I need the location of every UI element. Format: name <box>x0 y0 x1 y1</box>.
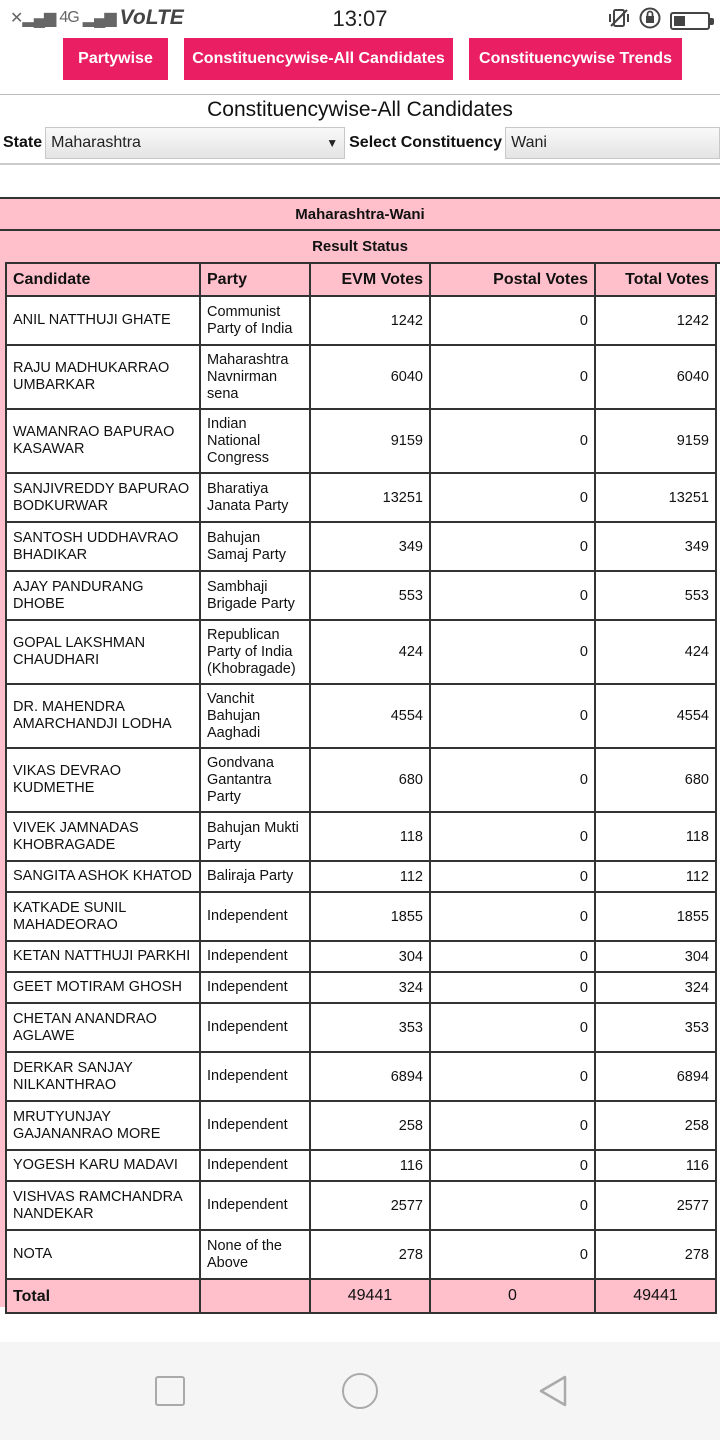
party-name: Bahujan Samaj Party <box>200 522 310 571</box>
column-header-total-votes: Total Votes <box>595 263 716 296</box>
party-name: Bahujan Mukti Party <box>200 812 310 861</box>
total-votes: 2577 <box>595 1181 716 1230</box>
partywise-button[interactable]: Partywise <box>63 38 168 80</box>
candidate-name: ANIL NATTHUJI GHATE <box>6 296 200 345</box>
evm-votes: 553 <box>310 571 430 620</box>
postal-votes: 0 <box>430 522 595 571</box>
evm-votes: 278 <box>310 1230 430 1279</box>
candidate-name: VIVEK JAMNADAS KHOBRAGADE <box>6 812 200 861</box>
total-votes: 9159 <box>595 409 716 473</box>
dropdown-arrow-icon: ▼ <box>326 136 339 150</box>
total-votes: 349 <box>595 522 716 571</box>
table-row <box>6 1003 716 1052</box>
postal-votes: 0 <box>430 748 595 812</box>
party-name: Maharashtra Navnirman sena <box>200 345 310 409</box>
table-row <box>6 1230 716 1279</box>
candidate-name: GOPAL LAKSHMAN CHAUDHARI <box>6 620 200 684</box>
party-name: Independent <box>200 1101 310 1150</box>
evm-votes: 353 <box>310 1003 430 1052</box>
total-votes: 304 <box>595 941 716 972</box>
table-row <box>6 620 716 684</box>
postal-votes: 0 <box>430 296 595 345</box>
party-name: Bharatiya Janata Party <box>200 473 310 522</box>
postal-votes: 0 <box>430 409 595 473</box>
candidate-name: SANGITA ASHOK KHATOD <box>6 861 200 892</box>
total-party-cell <box>200 1279 310 1313</box>
evm-votes: 304 <box>310 941 430 972</box>
total-votes: 424 <box>595 620 716 684</box>
candidate-name: KATKADE SUNIL MAHADEORAO <box>6 892 200 941</box>
candidate-name: RAJU MADHUKARRAO UMBARKAR <box>6 345 200 409</box>
candidate-name: MRUTYUNJAY GAJANANRAO MORE <box>6 1101 200 1150</box>
back-icon[interactable] <box>536 1374 570 1408</box>
party-name: Independent <box>200 1052 310 1101</box>
table-row <box>6 892 716 941</box>
battery-level <box>674 16 685 26</box>
table-row <box>6 972 716 1003</box>
evm-votes: 116 <box>310 1150 430 1181</box>
total-votes: 4554 <box>595 684 716 748</box>
total-votes: 258 <box>595 1101 716 1150</box>
state-select[interactable] <box>45 127 345 159</box>
postal-votes: 0 <box>430 684 595 748</box>
total-votes: 553 <box>595 571 716 620</box>
total-votes: 118 <box>595 812 716 861</box>
total-votes: 324 <box>595 972 716 1003</box>
party-name: Independent <box>200 1181 310 1230</box>
state-label: State <box>3 134 43 151</box>
candidate-name: CHETAN ANANDRAO AGLAWE <box>6 1003 200 1052</box>
candidate-name: YOGESH KARU MADAVI <box>6 1150 200 1181</box>
clock: 13:07 <box>332 6 388 31</box>
column-header-postal-votes: Postal Votes <box>430 263 595 296</box>
result-heading: Maharashtra-Wani <box>0 197 720 231</box>
party-name: Republican Party of India (Khobragade) <box>200 620 310 684</box>
postal-votes: 0 <box>430 345 595 409</box>
constituency-select[interactable] <box>505 127 720 159</box>
postal-votes: 0 <box>430 1181 595 1230</box>
table-row <box>6 812 716 861</box>
evm-votes: 258 <box>310 1101 430 1150</box>
candidate-name: AJAY PANDURANG DHOBE <box>6 571 200 620</box>
table-row <box>6 748 716 812</box>
table-row <box>6 571 716 620</box>
postal-votes: 0 <box>430 1150 595 1181</box>
total-row <box>6 1279 716 1313</box>
party-name: Communist Party of India <box>200 296 310 345</box>
total-votes: 49441 <box>595 1279 716 1313</box>
table-row <box>6 1150 716 1181</box>
party-name: Independent <box>200 941 310 972</box>
total-votes: 6040 <box>595 345 716 409</box>
filter-row <box>0 127 720 159</box>
postal-votes: 0 <box>430 620 595 684</box>
system-indicators <box>608 6 710 36</box>
column-header-candidate: Candidate <box>6 263 200 296</box>
candidate-name: WAMANRAO BAPURAO KASAWAR <box>6 409 200 473</box>
constituency-label: Select Constituency <box>349 134 503 151</box>
volte-indicator: VoLTE <box>119 6 184 29</box>
constituencywise-all-button[interactable]: Constituencywise-All Candidates <box>184 38 453 80</box>
table-row <box>6 1052 716 1101</box>
table-row <box>6 684 716 748</box>
party-name: Indian National Congress <box>200 409 310 473</box>
network-type: 4G <box>59 9 79 26</box>
total-votes: 680 <box>595 748 716 812</box>
column-header-party: Party <box>200 263 310 296</box>
postal-votes: 0 <box>430 892 595 941</box>
state-value: Maharashtra <box>51 134 141 151</box>
constituencywise-trends-button[interactable]: Constituencywise Trends <box>469 38 682 80</box>
total-votes: 6894 <box>595 1052 716 1101</box>
table-row <box>6 296 716 345</box>
total-votes: 112 <box>595 861 716 892</box>
divider <box>0 163 720 165</box>
total-votes: 1242 <box>595 296 716 345</box>
vibrate-off-icon <box>608 7 630 35</box>
evm-votes: 1855 <box>310 892 430 941</box>
party-name: Baliraja Party <box>200 861 310 892</box>
postal-votes: 0 <box>430 861 595 892</box>
recents-icon[interactable] <box>155 1376 185 1406</box>
home-icon[interactable] <box>342 1373 378 1409</box>
table-row <box>6 941 716 972</box>
total-label: Total <box>6 1279 200 1313</box>
postal-votes: 0 <box>430 812 595 861</box>
system-nav-bar <box>0 1342 720 1440</box>
postal-votes: 0 <box>430 473 595 522</box>
candidate-name: VIKAS DEVRAO KUDMETHE <box>6 748 200 812</box>
party-name: Independent <box>200 1150 310 1181</box>
evm-votes: 424 <box>310 620 430 684</box>
table-row <box>6 345 716 409</box>
postal-votes: 0 <box>430 972 595 1003</box>
evm-votes: 6894 <box>310 1052 430 1101</box>
table-row <box>6 409 716 473</box>
no-signal-icon: ✕▂▄▆ <box>10 10 56 27</box>
page-title: Constituencywise-All Candidates <box>207 98 513 121</box>
candidate-name: SANJIVREDDY BAPURAO BODKURWAR <box>6 473 200 522</box>
candidate-name: DERKAR SANJAY NILKANTHRAO <box>6 1052 200 1101</box>
postal-votes: 0 <box>430 1052 595 1101</box>
evm-votes: 324 <box>310 972 430 1003</box>
evm-votes: 4554 <box>310 684 430 748</box>
evm-votes: 680 <box>310 748 430 812</box>
divider <box>0 94 720 95</box>
total-votes: 13251 <box>595 473 716 522</box>
postal-votes: 0 <box>430 1230 595 1279</box>
party-name: Sambhaji Brigade Party <box>200 571 310 620</box>
battery-icon <box>670 12 710 30</box>
total-votes: 1855 <box>595 892 716 941</box>
total-votes: 353 <box>595 1003 716 1052</box>
total-votes: 278 <box>595 1230 716 1279</box>
postal-votes: 0 <box>430 1003 595 1052</box>
results-table <box>5 262 717 1314</box>
candidate-name: SANTOSH UDDHAVRAO BHADIKAR <box>6 522 200 571</box>
table-row <box>6 861 716 892</box>
column-header-evm-votes: EVM Votes <box>310 263 430 296</box>
evm-votes: 1242 <box>310 296 430 345</box>
signal-icon: ▂▄▆ <box>82 10 116 27</box>
evm-votes: 6040 <box>310 345 430 409</box>
constituency-value: Wani <box>511 134 547 151</box>
candidate-name: VISHVAS RAMCHANDRA NANDEKAR <box>6 1181 200 1230</box>
evm-votes: 349 <box>310 522 430 571</box>
table-row <box>6 522 716 571</box>
total-postal-votes: 0 <box>430 1279 595 1313</box>
party-name: Independent <box>200 892 310 941</box>
candidate-name: KETAN NATTHUJI PARKHI <box>6 941 200 972</box>
party-name: None of the Above <box>200 1230 310 1279</box>
party-name: Gondvana Gantantra Party <box>200 748 310 812</box>
table-row <box>6 1181 716 1230</box>
postal-votes: 0 <box>430 941 595 972</box>
result-status: Result Status <box>0 229 720 264</box>
candidate-name: NOTA <box>6 1230 200 1279</box>
candidate-name: GEET MOTIRAM GHOSH <box>6 972 200 1003</box>
table-row <box>6 473 716 522</box>
evm-votes: 112 <box>310 861 430 892</box>
evm-votes: 118 <box>310 812 430 861</box>
status-bar <box>0 0 720 36</box>
table-row <box>6 1101 716 1150</box>
total-evm-votes: 49441 <box>310 1279 430 1313</box>
party-name: Independent <box>200 1003 310 1052</box>
total-votes: 116 <box>595 1150 716 1181</box>
rotation-lock-icon <box>638 6 662 36</box>
postal-votes: 0 <box>430 571 595 620</box>
table-header-row <box>6 263 716 296</box>
evm-votes: 2577 <box>310 1181 430 1230</box>
evm-votes: 13251 <box>310 473 430 522</box>
evm-votes: 9159 <box>310 409 430 473</box>
party-name: Vanchit Bahujan Aaghadi <box>200 684 310 748</box>
party-name: Independent <box>200 972 310 1003</box>
candidate-name: DR. MAHENDRA AMARCHANDJI LODHA <box>6 684 200 748</box>
postal-votes: 0 <box>430 1101 595 1150</box>
